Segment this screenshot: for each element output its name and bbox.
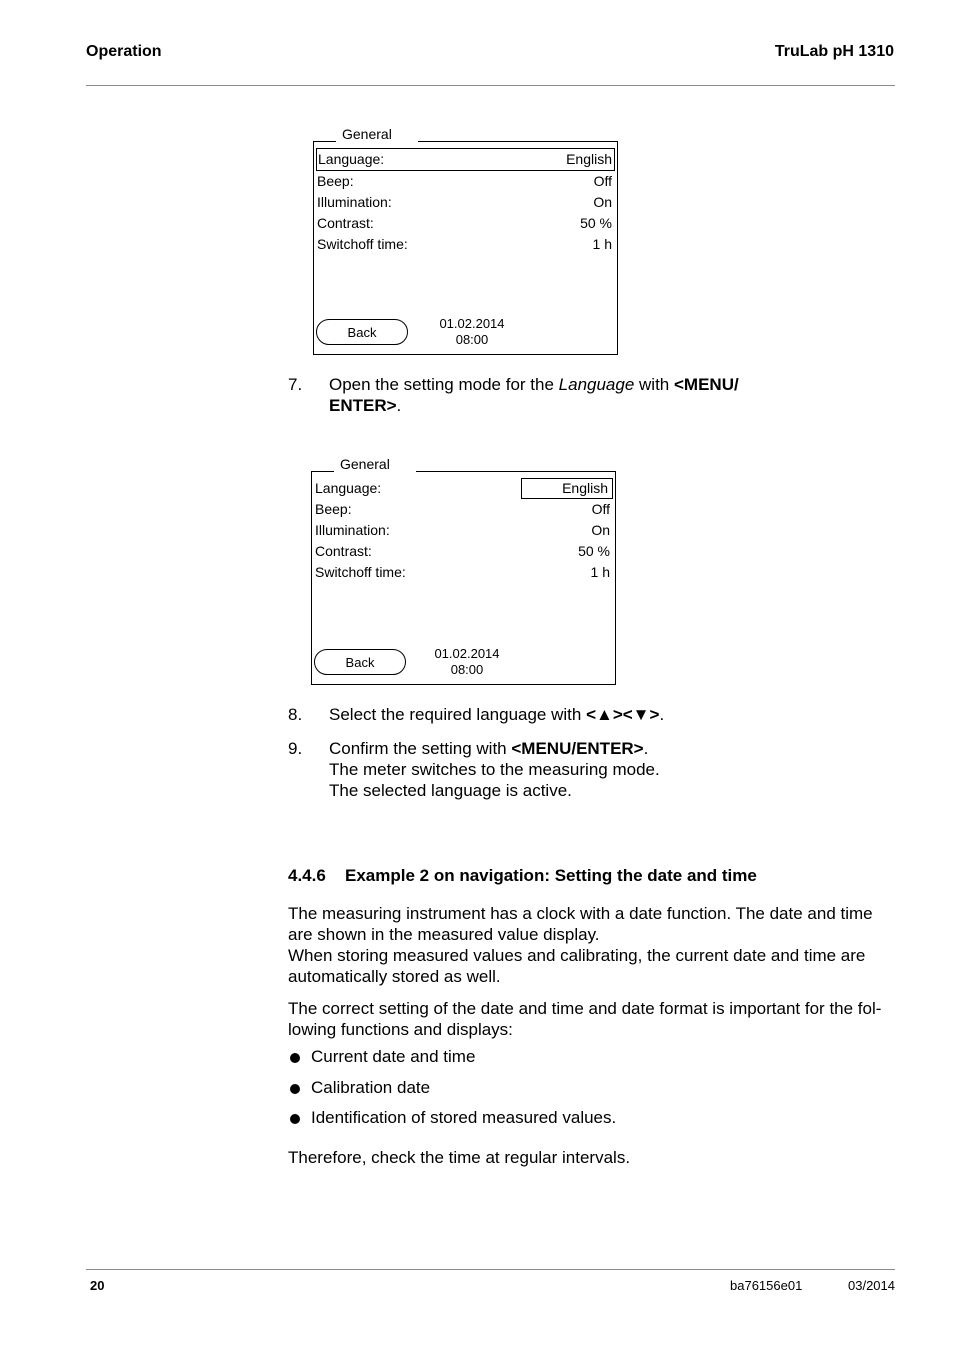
key-name: <MENU/ENTER> <box>511 739 644 758</box>
key-name: <MENU/ <box>673 375 739 394</box>
header-rule <box>86 85 895 86</box>
step-result: The selected language is active. <box>329 781 572 800</box>
header-product: TruLab pH 1310 <box>774 43 894 60</box>
setting-row-language[interactable] <box>316 148 615 171</box>
step-number: 7. <box>288 375 303 394</box>
setting-label: Contrast: <box>317 215 374 231</box>
setting-label: Illumination: <box>317 194 392 210</box>
bullet-icon <box>290 1084 300 1094</box>
screen-title: General <box>336 126 398 142</box>
date-time-display <box>427 646 507 678</box>
setting-label: Illumination: <box>315 522 390 538</box>
setting-row-beep[interactable] <box>314 499 610 520</box>
date: 01.02.2014 <box>439 316 505 331</box>
key-name: ENTER> <box>329 396 397 415</box>
step-text: Select the required language with <box>329 705 587 724</box>
document-date: 03/2014 <box>848 1278 895 1293</box>
step-text: . <box>396 396 402 415</box>
step-text: . <box>659 705 665 724</box>
setting-label: Switchoff time: <box>315 564 406 580</box>
setting-value: 50 % <box>580 215 612 231</box>
step-text: Confirm the setting with <box>329 739 512 758</box>
section-heading <box>288 866 757 886</box>
step-text: . <box>643 739 649 758</box>
setting-row-beep[interactable] <box>316 171 612 192</box>
page-number: 20 <box>90 1278 105 1293</box>
setting-row-contrast[interactable] <box>314 541 610 562</box>
list-item-text: Current date and time <box>311 1047 476 1066</box>
paragraph: The correct setting of the date and time and date format is important for the fol-lowing functions and displays: <box>288 999 882 1039</box>
setting-value: 50 % <box>578 543 610 559</box>
setting-label: Beep: <box>315 501 352 517</box>
bullet-icon <box>290 1114 300 1124</box>
date: 01.02.2014 <box>434 646 500 661</box>
document-id: ba76156e01 <box>730 1278 803 1293</box>
footer-rule <box>86 1269 895 1270</box>
device-screen-general-1 <box>313 126 618 355</box>
setting-label: Switchoff time: <box>317 236 408 252</box>
paragraph: Therefore, check the time at regular intervals. <box>288 1148 631 1167</box>
screen-title: General <box>334 456 396 472</box>
step-text: Open the setting mode for the <box>329 375 559 394</box>
step-number: 8. <box>288 705 303 724</box>
time: 08:00 <box>455 332 489 347</box>
setting-label: Beep: <box>317 173 354 189</box>
date-time-display <box>432 316 512 348</box>
setting-row-switchoff-time[interactable] <box>314 562 610 583</box>
setting-label: Language: <box>315 480 382 496</box>
setting-value: On <box>593 194 612 210</box>
setting-value: On <box>591 522 610 538</box>
setting-value: Off <box>593 173 612 189</box>
back-button-label: Back <box>347 324 377 340</box>
bullet-icon <box>290 1053 300 1063</box>
setting-value: English <box>562 480 608 496</box>
step-text: with <box>634 375 674 394</box>
setting-row-language[interactable] <box>314 478 610 499</box>
list-item-text: Identification of stored measured values. <box>311 1108 617 1127</box>
setting-value: 1 h <box>592 236 612 252</box>
section-title: Example 2 on navigation: Setting the date and time <box>345 866 757 885</box>
setting-label: Language: <box>318 151 385 167</box>
section-number: 4.4.6 <box>288 866 326 885</box>
setting-value: Off <box>591 501 610 517</box>
key-name: <▲><▼> <box>586 705 660 724</box>
setting-value: English <box>566 151 612 167</box>
step-number: 9. <box>288 739 303 758</box>
setting-row-illumination[interactable] <box>314 520 610 541</box>
device-screen-general-2 <box>311 456 616 685</box>
setting-row-illumination[interactable] <box>316 192 612 213</box>
time: 08:00 <box>450 662 484 677</box>
step-term: Language <box>558 375 635 394</box>
setting-value: 1 h <box>590 564 610 580</box>
paragraph-text: When storing measured values and calibrating, the current date and time are automatically stored as well. <box>288 946 866 986</box>
setting-row-contrast[interactable] <box>316 213 612 234</box>
back-button-label: Back <box>345 654 375 670</box>
header-chapter: Operation <box>86 43 162 60</box>
paragraph-text: The measuring instrument has a clock with a date function. The date and time are shown in the measured value display. <box>288 904 873 944</box>
setting-row-switchoff-time[interactable] <box>316 234 612 255</box>
back-button[interactable] <box>316 319 408 345</box>
paragraph <box>288 903 898 987</box>
step-result: The meter switches to the measuring mode. <box>329 760 660 779</box>
back-button[interactable] <box>314 649 406 675</box>
setting-label: Contrast: <box>315 543 372 559</box>
list-item-text: Calibration date <box>311 1078 431 1097</box>
